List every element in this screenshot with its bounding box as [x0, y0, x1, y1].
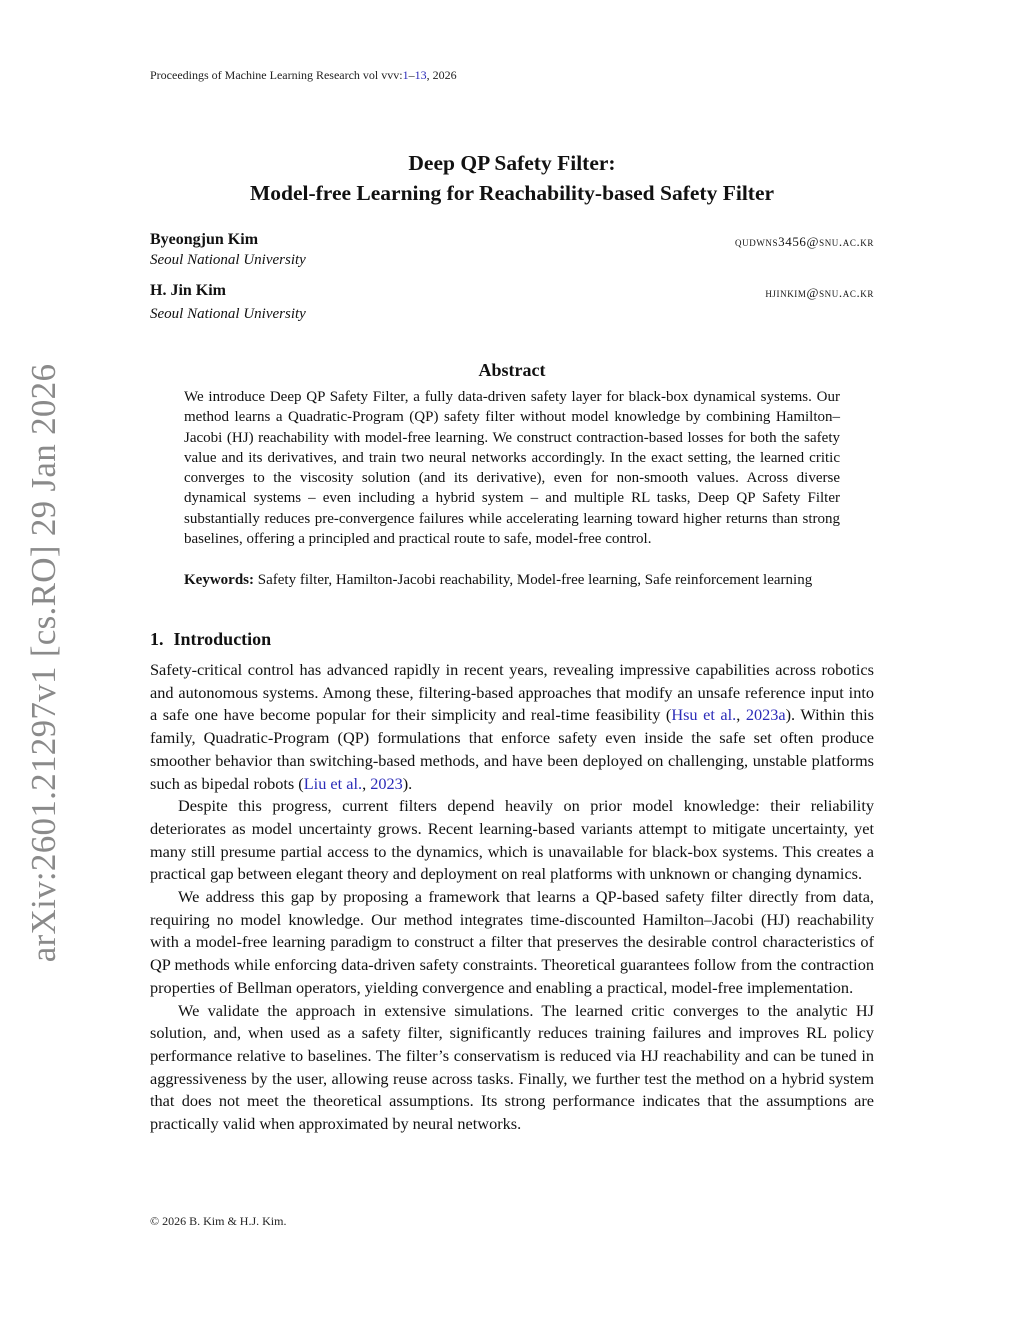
page-end-link[interactable]: 13: [414, 68, 427, 82]
page-start-link[interactable]: 1: [402, 68, 409, 82]
running-header: [150, 68, 457, 83]
intro-p1-text-c: ).: [402, 773, 413, 793]
keywords-label: Keywords:: [184, 572, 254, 588]
header-dash: –: [408, 68, 415, 82]
citation-hsu-year[interactable]: 2023a: [745, 705, 786, 725]
introduction-body: [150, 659, 874, 1136]
intro-paragraph-4: We validate the approach in extensive simulations. The learned critic converges to the analytic HJ solution, and, when used as a safety filter, significantly reduces training failures and improves RL policy performance relative to baselines. The filter’s conservatism is reduced via HJ reachability and can be tuned in aggressiveness by the user, allowing reuse across tasks. Finally, we further test the method on a hybrid system that does not meet the theoretical assumptions. Its strong performance indicates that the assumptions are practically valid when approximated by neural networks.: [150, 1000, 874, 1134]
citation-liu-year[interactable]: 2023: [370, 773, 403, 793]
intro-p1-text-b: ). Within this family, Quadratic-Program (QP) formulations that enforce safety even inside the safe set often produce smoother behavior than switching-based methods, and have been deployed on challenging, unstable platforms such as bipedal robots (: [150, 705, 875, 793]
paper-title: [150, 148, 874, 208]
header-suffix: , 2026: [426, 68, 457, 82]
author-2-email: hjinkim@snu.ac.kr: [765, 285, 874, 300]
intro-paragraph-2: Despite this progress, current filters depend heavily on prior model knowledge: their reliability deteriorates as model uncertainty grows. Recent learning-based variants attempt to mitigate uncertainty, yet many still presume partial access to the dynamics, which is unavailable for black-box systems. This creates a practical gap between elegant theory and deployment on real platforms with unknown or changing dynamics.: [150, 796, 874, 884]
section-title: Introduction: [173, 629, 272, 649]
author-2-affiliation: Seoul National University: [150, 306, 306, 322]
title-line-1: Deep QP Safety Filter:: [408, 151, 616, 175]
author-1-affiliation: Seoul National University: [150, 252, 306, 268]
section-number: 1.: [150, 629, 164, 649]
copyright-footer: © 2026 B. Kim & H.J. Kim.: [150, 1214, 287, 1228]
title-line-2: Model-free Learning for Reachability-based Safety Filter: [249, 181, 775, 205]
author-2-name: H. Jin Kim: [150, 282, 227, 299]
citation-liu-author[interactable]: Liu et al.: [303, 773, 363, 793]
keywords-list: Safety filter, Hamilton-Jacobi reachability, Model-free learning, Safe reinforcement learning: [257, 572, 813, 588]
abstract-body: We introduce Deep QP Safety Filter, a fully data-driven safety layer for black-box dynamical systems. Our method learns a Quadratic-Program (QP) safety filter without model knowledge by combining Hamilton–Jacobi (HJ) reachability with model-free learning. We construct contraction-based losses for both the safety value and its derivatives, and train two neural networks accordingly. In the exact setting, the learned critic converges to the viscosity solution (and its derivative), even for non-smooth values. Across diverse dynamical systems – even including a hybrid system – and multiple RL tasks, Deep QP Safety Filter substantially reduces pre-convergence failures while accelerating learning toward higher returns than strong baselines, offering a principled and practical route to safe, model-free control.: [184, 389, 840, 548]
header-prefix: Proceedings of Machine Learning Research vol vvv:: [150, 68, 403, 82]
intro-p1-text-a: Safety-critical control has advanced rapidly in recent years, revealing impressive capabilities across robotics and autonomous systems. Among these, filtering-based approaches that modify an unsafe reference input into a safe one have become popular for their simplicity and real-time feasibility (: [150, 660, 874, 725]
author-1-name: Byeongjun Kim: [150, 231, 259, 248]
citation-hsu-author[interactable]: Hsu et al.: [671, 705, 737, 725]
arxiv-side-stamp: arXiv:2601.21297v1 [cs.RO] 29 Jan 2026: [24, 363, 63, 963]
intro-paragraph-3: We address this gap by proposing a framework that learns a QP-based safety filter directly from data, requiring no model knowledge. Our method integrates time-discounted Hamilton–Jacobi (HJ) reachability with a model-free learning paradigm to construct a filter that preserves the desirable control characteristics of QP methods while enforcing data-driven safety constraints. Theoretical guarantees follow from the contraction properties of Bellman operators, yielding convergence and enabling a practical, model-free implementation.: [150, 887, 874, 997]
keywords: [184, 570, 840, 590]
author-1-email: qudwns3456@snu.ac.kr: [735, 234, 874, 249]
intro-paragraph-1: Safety-critical control has advanced rapidly in recent years, revealing impressive capabilities across robotics and autonomous systems. Among these, filtering-based approaches that modify an unsafe reference input into a safe one have become popular for their simplicity and real-time feasibility (Hsu et al., 2023a). Within this family, Quadratic-Program (QP) formulations that enforce safety even inside the safe set often produce smoother behavior than switching-based methods, and have been deployed on challenging, unstable platforms such as bipedal robots (Liu et al., 2023).: [150, 660, 875, 793]
section-heading: [150, 629, 271, 650]
abstract-heading: Abstract: [478, 360, 546, 380]
